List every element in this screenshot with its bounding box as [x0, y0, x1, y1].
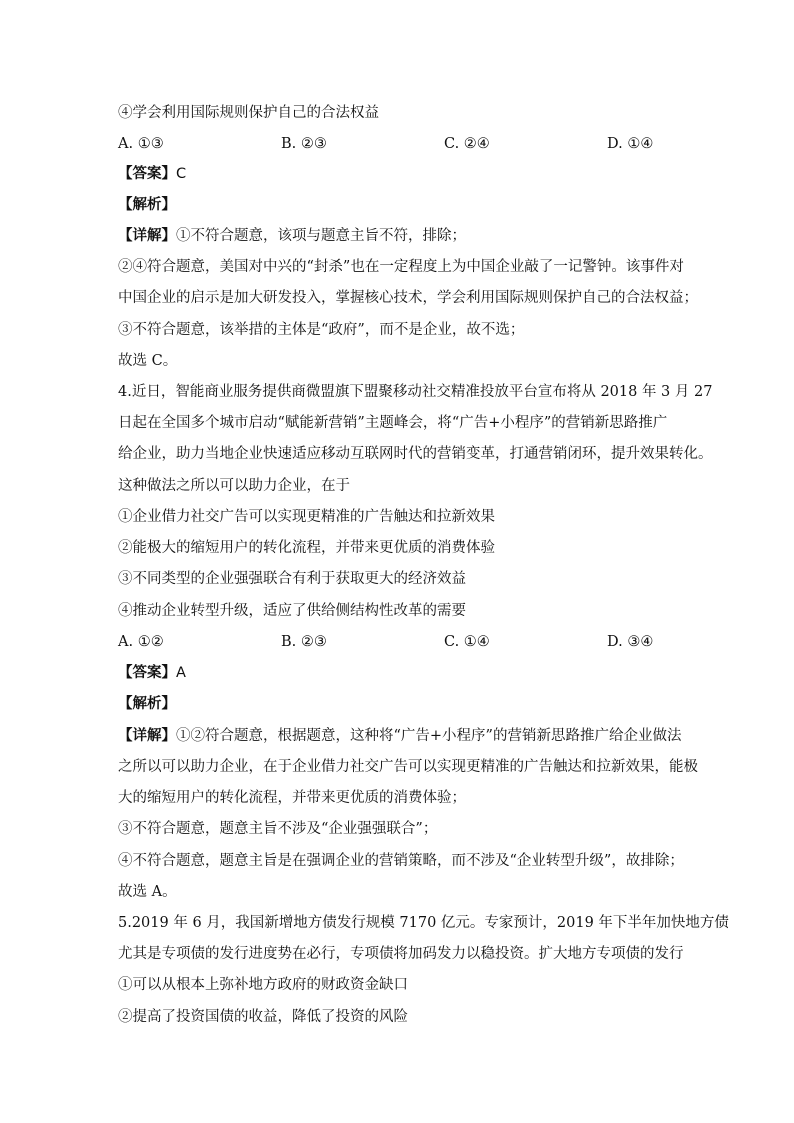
answer-tag: 【答案】 [118, 166, 176, 182]
q4-item-2: ②能极大的缩短用户的转化流程，并带来更优质的消费体验 [118, 540, 495, 556]
q4-stem-line: 给企业，助力当地企业快速适应移动互联网时代的营销变革，打通营销闭环，提升效果转化。 [118, 446, 713, 462]
q4-answer [118, 663, 186, 683]
q4-item-3: ③不同类型的企业强强联合有利于获取更大的经济效益 [118, 571, 466, 587]
q5-item-1: ①可以从根本上弥补地方政府的财政资金缺口 [118, 977, 408, 993]
detail-text: ①②符合题意，根据题意，这种将“广告+小程序”的营销新思路推广给企业做法 [176, 728, 682, 744]
q4-analysis-tag: 【解析】 [118, 696, 176, 712]
q3-detail-line: ②④符合题意，美国对中兴的“封杀”也在一定程度上为中国企业敲了一记警钟。该事件对 [118, 259, 684, 275]
q3-analysis-tag: 【解析】 [118, 197, 176, 213]
q4-option-d: D. ③④ [607, 634, 654, 650]
q4-detail-line: ③不符合题意，题意主旨不涉及“企业强强联合”； [118, 821, 438, 837]
q4-stem-line: 这种做法之所以可以助力企业，在于 [118, 478, 350, 494]
q4-conclusion: 故选 A。 [118, 884, 177, 900]
answer-value: A [176, 665, 186, 681]
q4-stem-line: 日起在全国多个城市启动“赋能新营销”主题峰会，将“广告+小程序”的营销新思路推广 [118, 415, 668, 431]
q3-option-c: C. ②④ [444, 136, 490, 152]
q4-detail-line [118, 726, 681, 746]
q4-stem-line: 4.近日，智能商业服务提供商微盟旗下盟聚移动社交精准投放平台宣布将从 2018 年 3 月 27 [118, 384, 713, 400]
q3-option-d: D. ①④ [607, 136, 654, 152]
q3-detail-line [118, 226, 466, 246]
q3-detail-line: 中国企业的启示是加大研发投入，掌握核心技术，学会利用国际规则保护自己的合法权益； [118, 290, 698, 306]
q3-item-4: ④学会利用国际规则保护自己的合法权益 [118, 105, 379, 121]
q5-stem-line: 5.2019 年 6 月，我国新增地方债发行规模 7170 亿元。专家预计，2019 年下半年加快地方债 [118, 915, 729, 931]
answer-value: C [176, 166, 187, 182]
detail-text: ①不符合题意，该项与题意主旨不符，排除； [176, 228, 466, 244]
q4-option-a: A. ①② [118, 634, 164, 650]
q3-conclusion: 故选 C。 [118, 353, 178, 369]
q3-answer [118, 164, 186, 184]
q4-item-4: ④推动企业转型升级，适应了供给侧结构性改革的需要 [118, 603, 466, 619]
detail-tag: 【详解】 [118, 728, 176, 744]
q5-stem-line: 尤其是专项债的发行进度势在必行，专项债将加码发力以稳投资。扩大地方专项债的发行 [118, 946, 684, 962]
q3-option-b: B. ②③ [281, 136, 327, 152]
q4-option-c: C. ①④ [444, 634, 490, 650]
q4-detail-line: ④不符合题意，题意主旨是在强调企业的营销策略，而不涉及“企业转型升级”，故排除； [118, 853, 684, 869]
q4-item-1: ①企业借力社交广告可以实现更精准的广告触达和拉新效果 [118, 509, 495, 525]
q3-detail-line: ③不符合题意，该举措的主体是“政府”，而不是企业，故不选； [118, 322, 525, 338]
q4-detail-line: 之所以可以助力企业，在于企业借力社交广告可以实现更精准的广告触达和拉新效果，能极 [118, 759, 698, 775]
q3-option-a: A. ①③ [118, 136, 164, 152]
q4-option-b: B. ②③ [281, 634, 327, 650]
q4-detail-line: 大的缩短用户的转化流程，并带来更优质的消费体验； [118, 790, 466, 806]
q5-item-2: ②提高了投资国债的收益，降低了投资的风险 [118, 1009, 408, 1025]
detail-tag: 【详解】 [118, 228, 176, 244]
answer-tag: 【答案】 [118, 665, 176, 681]
